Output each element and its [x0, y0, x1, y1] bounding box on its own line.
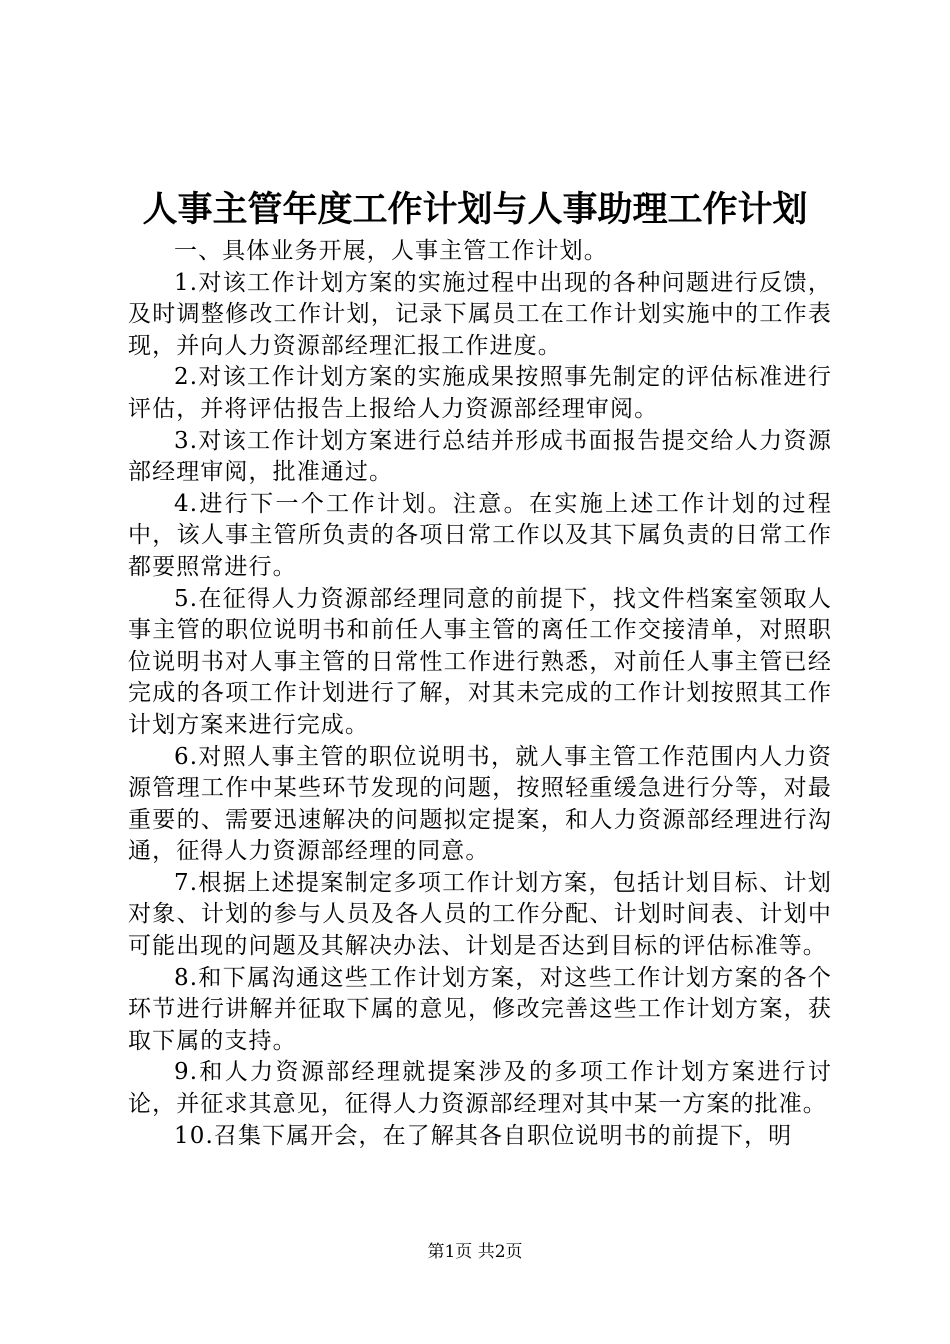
paragraph-item-6: 6.对照人事主管的职位说明书，就人事主管工作范围内人力资源管理工作中某些环节发现的问题，按照轻重缓急进行分等，对最重要的、需要迅速解决的问题拟定提案，和人力资源部经理进行沟通，征得人力资源部经理的同意。: [128, 743, 832, 865]
paragraph-item-2: 2.对该工作计划方案的实施成果按照事先制定的评估标准进行评估，并将评估报告上报给人力资源部经理审阅。: [128, 364, 832, 422]
document-body: [128, 236, 832, 1152]
paragraph-item-3: 3.对该工作计划方案进行总结并形成书面报告提交给人力资源部经理审阅，批准通过。: [128, 427, 832, 486]
document-title: 人事主管年度工作计划与人事助理工作计划: [142, 189, 808, 230]
paragraph-item-5: 5.在征得人力资源部经理同意的前提下，找文件档案室领取人事主管的职位说明书和前任人事主管的离任工作交接清单，对照职位说明书对人事主管的日常性工作进行熟悉，对前任人事主管已经完成的各项工作计划进行了解，对其未完成的工作计划按照其工作计划方案来进行完成。: [128, 585, 832, 738]
page-footer: 第1页 共2页: [427, 1242, 523, 1262]
paragraph-item-10: 10.召集下属开会，在了解其各自职位说明书的前提下，明: [174, 1122, 793, 1149]
paragraph-item-8: 8.和下属沟通这些工作计划方案，对这些工作计划方案的各个环节进行讲解并征取下属的意见，修改完善这些工作计划方案，获取下属的支持。: [128, 964, 832, 1054]
paragraph-item-1: 1.对该工作计划方案的实施过程中出现的各种问题进行反馈，及时调整修改工作计划，记录下属员工在工作计划实施中的工作表现，并向人力资源部经理汇报工作进度。: [128, 269, 832, 359]
paragraph-item-9: 9.和人力资源部经理就提案涉及的多项工作计划方案进行讨论，并征求其意见，征得人力资源部经理对其中某一方案的批准。: [128, 1059, 832, 1118]
paragraph-item-7: 7.根据上述提案制定多项工作计划方案，包括计划目标、计划对象、计划的参与人员及各人员的工作分配、计划时间表、计划中可能出现的问题及其解决办法、计划是否达到目标的评估标准等。: [128, 869, 832, 960]
paragraph-intro: 一、具体业务开展，人事主管工作计划。: [174, 238, 608, 264]
paragraph-item-4: 4.进行下一个工作计划。注意。在实施上述工作计划的过程中，该人事主管所负责的各项日常工作以及其下属负责的日常工作都要照常进行。: [128, 490, 832, 580]
